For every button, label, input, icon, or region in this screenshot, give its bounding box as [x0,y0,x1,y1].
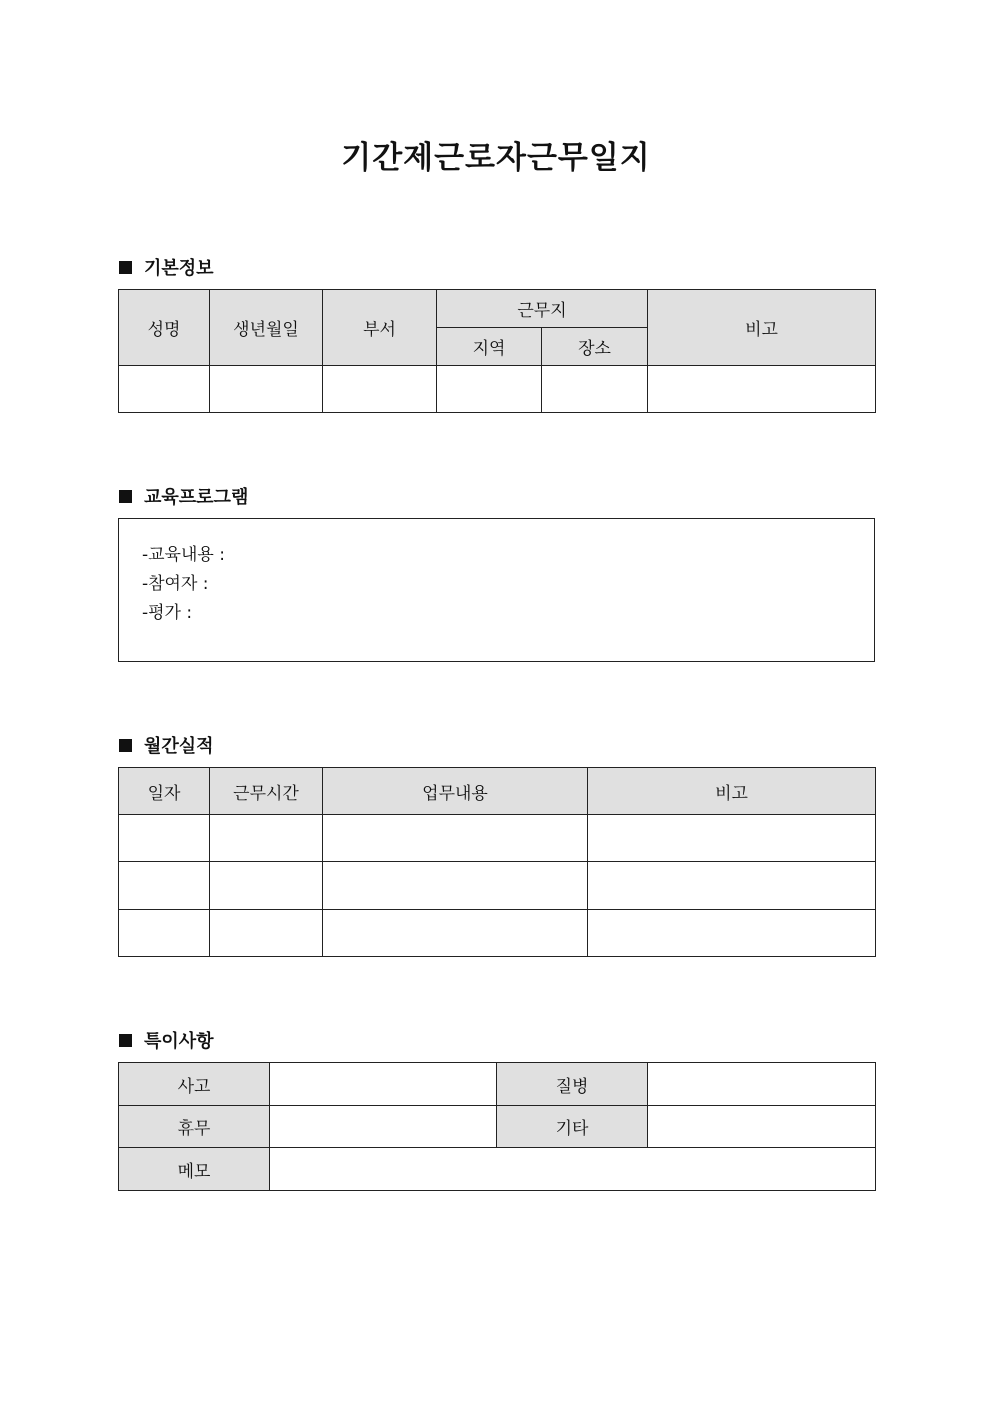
square-bullet-icon [119,490,132,503]
header-hours: 근무시간 [210,768,323,815]
hours-cell[interactable] [210,815,323,862]
basic-info-table [118,289,876,413]
education-box[interactable] [118,518,875,662]
note-field[interactable] [648,366,876,413]
header-workplace: 근무지 [437,290,648,328]
hours-cell[interactable] [210,910,323,957]
header-content: 업무내용 [323,768,588,815]
education-evaluation-line: -평가 : [142,603,193,623]
section-heading-education [119,483,248,509]
table-row [119,815,876,862]
accident-field[interactable] [270,1063,497,1106]
table-row [119,1106,876,1148]
content-cell[interactable] [323,862,588,910]
section-heading-special [119,1027,214,1053]
date-cell[interactable] [119,815,210,862]
note-cell[interactable] [588,910,876,957]
label-other: 기타 [497,1106,648,1148]
table-row [119,862,876,910]
square-bullet-icon [119,261,132,274]
label-memo: 메모 [119,1148,270,1191]
education-participant-line: -참여자 : [142,574,209,594]
section-title: 교육프로그램 [144,487,249,508]
monthly-table [118,767,876,957]
header-place: 장소 [542,328,648,366]
place-field[interactable] [542,366,648,413]
other-field[interactable] [648,1106,876,1148]
header-name: 성명 [119,290,210,366]
page-title: 기간제근로자근무일지 [341,140,651,176]
table-row [119,910,876,957]
birth-field[interactable] [210,366,323,413]
header-note: 비고 [588,768,876,815]
header-dept: 부서 [323,290,437,366]
square-bullet-icon [119,739,132,752]
label-leave: 휴무 [119,1106,270,1148]
table-row [119,1063,876,1106]
date-cell[interactable] [119,862,210,910]
header-note: 비고 [648,290,876,366]
section-heading-basic [119,254,214,280]
education-content-line: -교육내용 : [142,545,225,565]
special-table [118,1062,876,1191]
leave-field[interactable] [270,1106,497,1148]
header-region: 지역 [437,328,542,366]
header-birth: 생년월일 [210,290,323,366]
content-cell[interactable] [323,815,588,862]
name-field[interactable] [119,366,210,413]
section-heading-monthly [119,732,214,758]
date-cell[interactable] [119,910,210,957]
content-cell[interactable] [323,910,588,957]
label-illness: 질병 [497,1063,648,1106]
section-title: 기본정보 [144,258,214,279]
note-cell[interactable] [588,815,876,862]
header-date: 일자 [119,768,210,815]
dept-field[interactable] [323,366,437,413]
table-row [119,1148,876,1191]
section-title: 특이사항 [144,1031,214,1052]
label-accident: 사고 [119,1063,270,1106]
memo-field[interactable] [270,1148,876,1191]
note-cell[interactable] [588,862,876,910]
square-bullet-icon [119,1034,132,1047]
section-title: 월간실적 [144,736,214,757]
table-row [119,366,876,413]
hours-cell[interactable] [210,862,323,910]
region-field[interactable] [437,366,542,413]
illness-field[interactable] [648,1063,876,1106]
